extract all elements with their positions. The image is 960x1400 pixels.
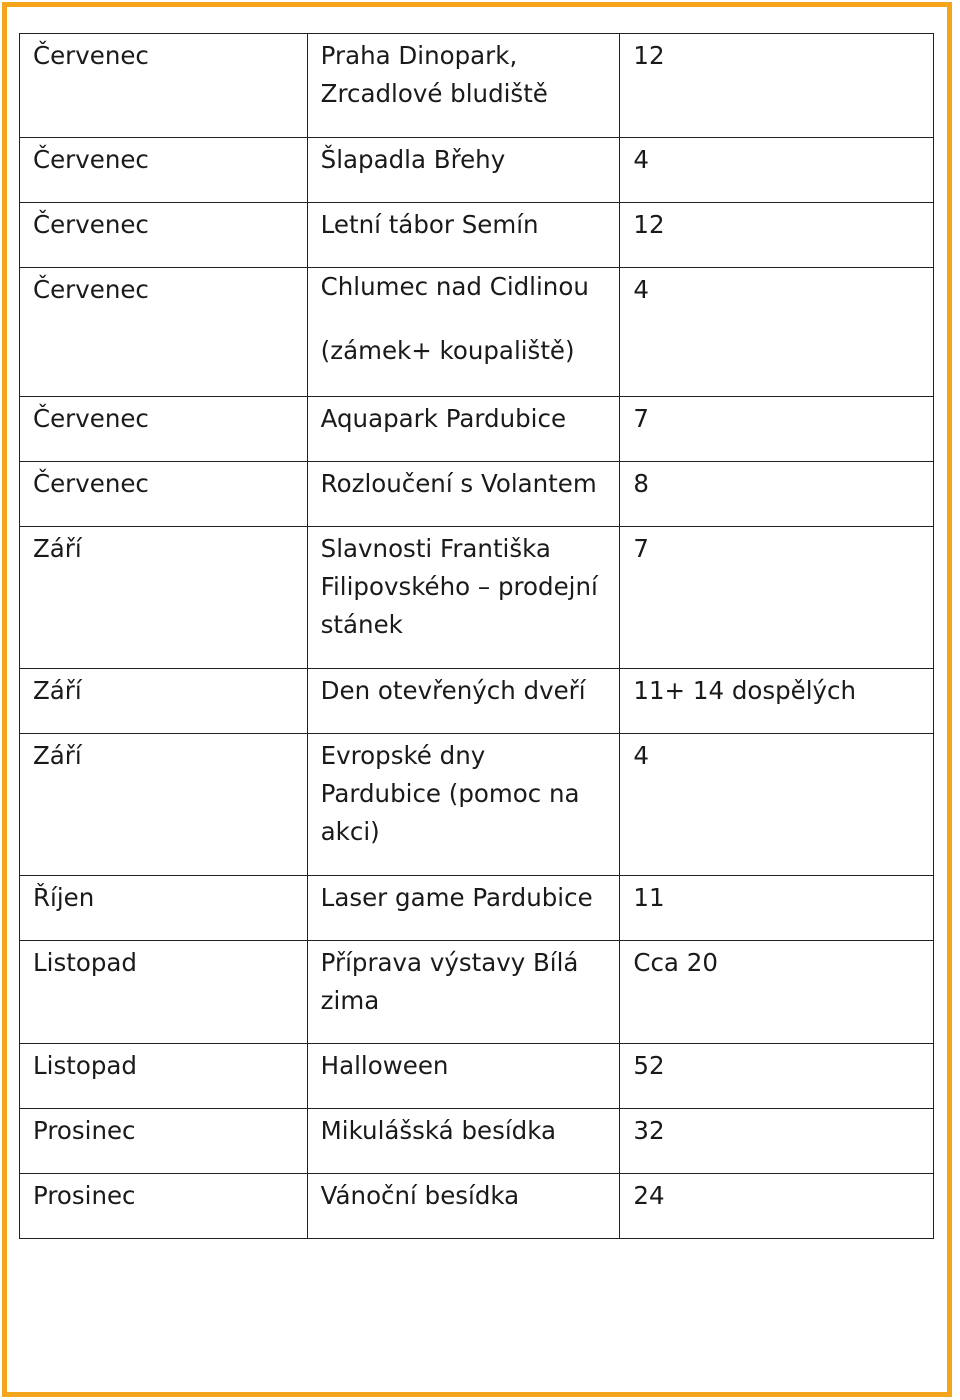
month-cell: Září bbox=[20, 669, 308, 734]
event-cell: Halloween bbox=[307, 1044, 620, 1109]
table-row bbox=[20, 397, 934, 462]
count-cell: 11+ 14 dospělých bbox=[620, 669, 934, 734]
count-cell: 11 bbox=[620, 876, 934, 941]
month-cell: Červenec bbox=[20, 397, 308, 462]
month-cell: Červenec bbox=[20, 462, 308, 527]
event-cell: Šlapadla Břehy bbox=[307, 138, 620, 203]
month-cell: Říjen bbox=[20, 876, 308, 941]
count-cell: 32 bbox=[620, 1109, 934, 1174]
table-row bbox=[20, 734, 934, 876]
event-cell: Rozloučení s Volantem bbox=[307, 462, 620, 527]
count-cell: 4 bbox=[620, 268, 934, 397]
month-cell: Listopad bbox=[20, 941, 308, 1044]
event-cell: Vánoční besídka bbox=[307, 1174, 620, 1239]
month-cell: Prosinec bbox=[20, 1174, 308, 1239]
table-row bbox=[20, 34, 934, 138]
count-cell: 4 bbox=[620, 734, 934, 876]
table-row bbox=[20, 138, 934, 203]
month-cell: Listopad bbox=[20, 1044, 308, 1109]
event-cell: Příprava výstavy Bílá zima bbox=[307, 941, 620, 1044]
table-row bbox=[20, 268, 934, 397]
event-cell: Slavnosti Františka Filipovského – prodejní stánek bbox=[307, 527, 620, 669]
count-cell: 52 bbox=[620, 1044, 934, 1109]
table-row bbox=[20, 1044, 934, 1109]
events-table-body bbox=[20, 34, 934, 1239]
table-row bbox=[20, 941, 934, 1044]
table-row bbox=[20, 876, 934, 941]
month-cell: Červenec bbox=[20, 138, 308, 203]
event-cell: Mikulášská besídka bbox=[307, 1109, 620, 1174]
event-cell: Laser game Pardubice bbox=[307, 876, 620, 941]
count-cell: 12 bbox=[620, 34, 934, 138]
count-cell: 24 bbox=[620, 1174, 934, 1239]
table-row bbox=[20, 462, 934, 527]
event-cell: Aquapark Pardubice bbox=[307, 397, 620, 462]
table-row bbox=[20, 1174, 934, 1239]
table-row bbox=[20, 1109, 934, 1174]
month-cell: Červenec bbox=[20, 34, 308, 138]
month-cell: Prosinec bbox=[20, 1109, 308, 1174]
count-cell: 8 bbox=[620, 462, 934, 527]
count-cell: 12 bbox=[620, 203, 934, 268]
event-cell: Evropské dny Pardubice (pomoc na akci) bbox=[307, 734, 620, 876]
event-cell: Chlumec nad Cidlinou (zámek+ koupaliště) bbox=[307, 268, 620, 397]
table-row bbox=[20, 203, 934, 268]
table-row bbox=[20, 527, 934, 669]
event-cell: Letní tábor Semín bbox=[307, 203, 620, 268]
count-cell: 7 bbox=[620, 397, 934, 462]
count-cell: 4 bbox=[620, 138, 934, 203]
count-cell: 7 bbox=[620, 527, 934, 669]
table-row bbox=[20, 669, 934, 734]
month-cell: Září bbox=[20, 527, 308, 669]
month-cell: Září bbox=[20, 734, 308, 876]
month-cell: Červenec bbox=[20, 203, 308, 268]
event-cell: Praha Dinopark, Zrcadlové bludiště bbox=[307, 34, 620, 138]
count-cell: Cca 20 bbox=[620, 941, 934, 1044]
events-table bbox=[19, 33, 934, 1239]
month-cell: Červenec bbox=[20, 268, 308, 397]
event-cell: Den otevřených dveří bbox=[307, 669, 620, 734]
